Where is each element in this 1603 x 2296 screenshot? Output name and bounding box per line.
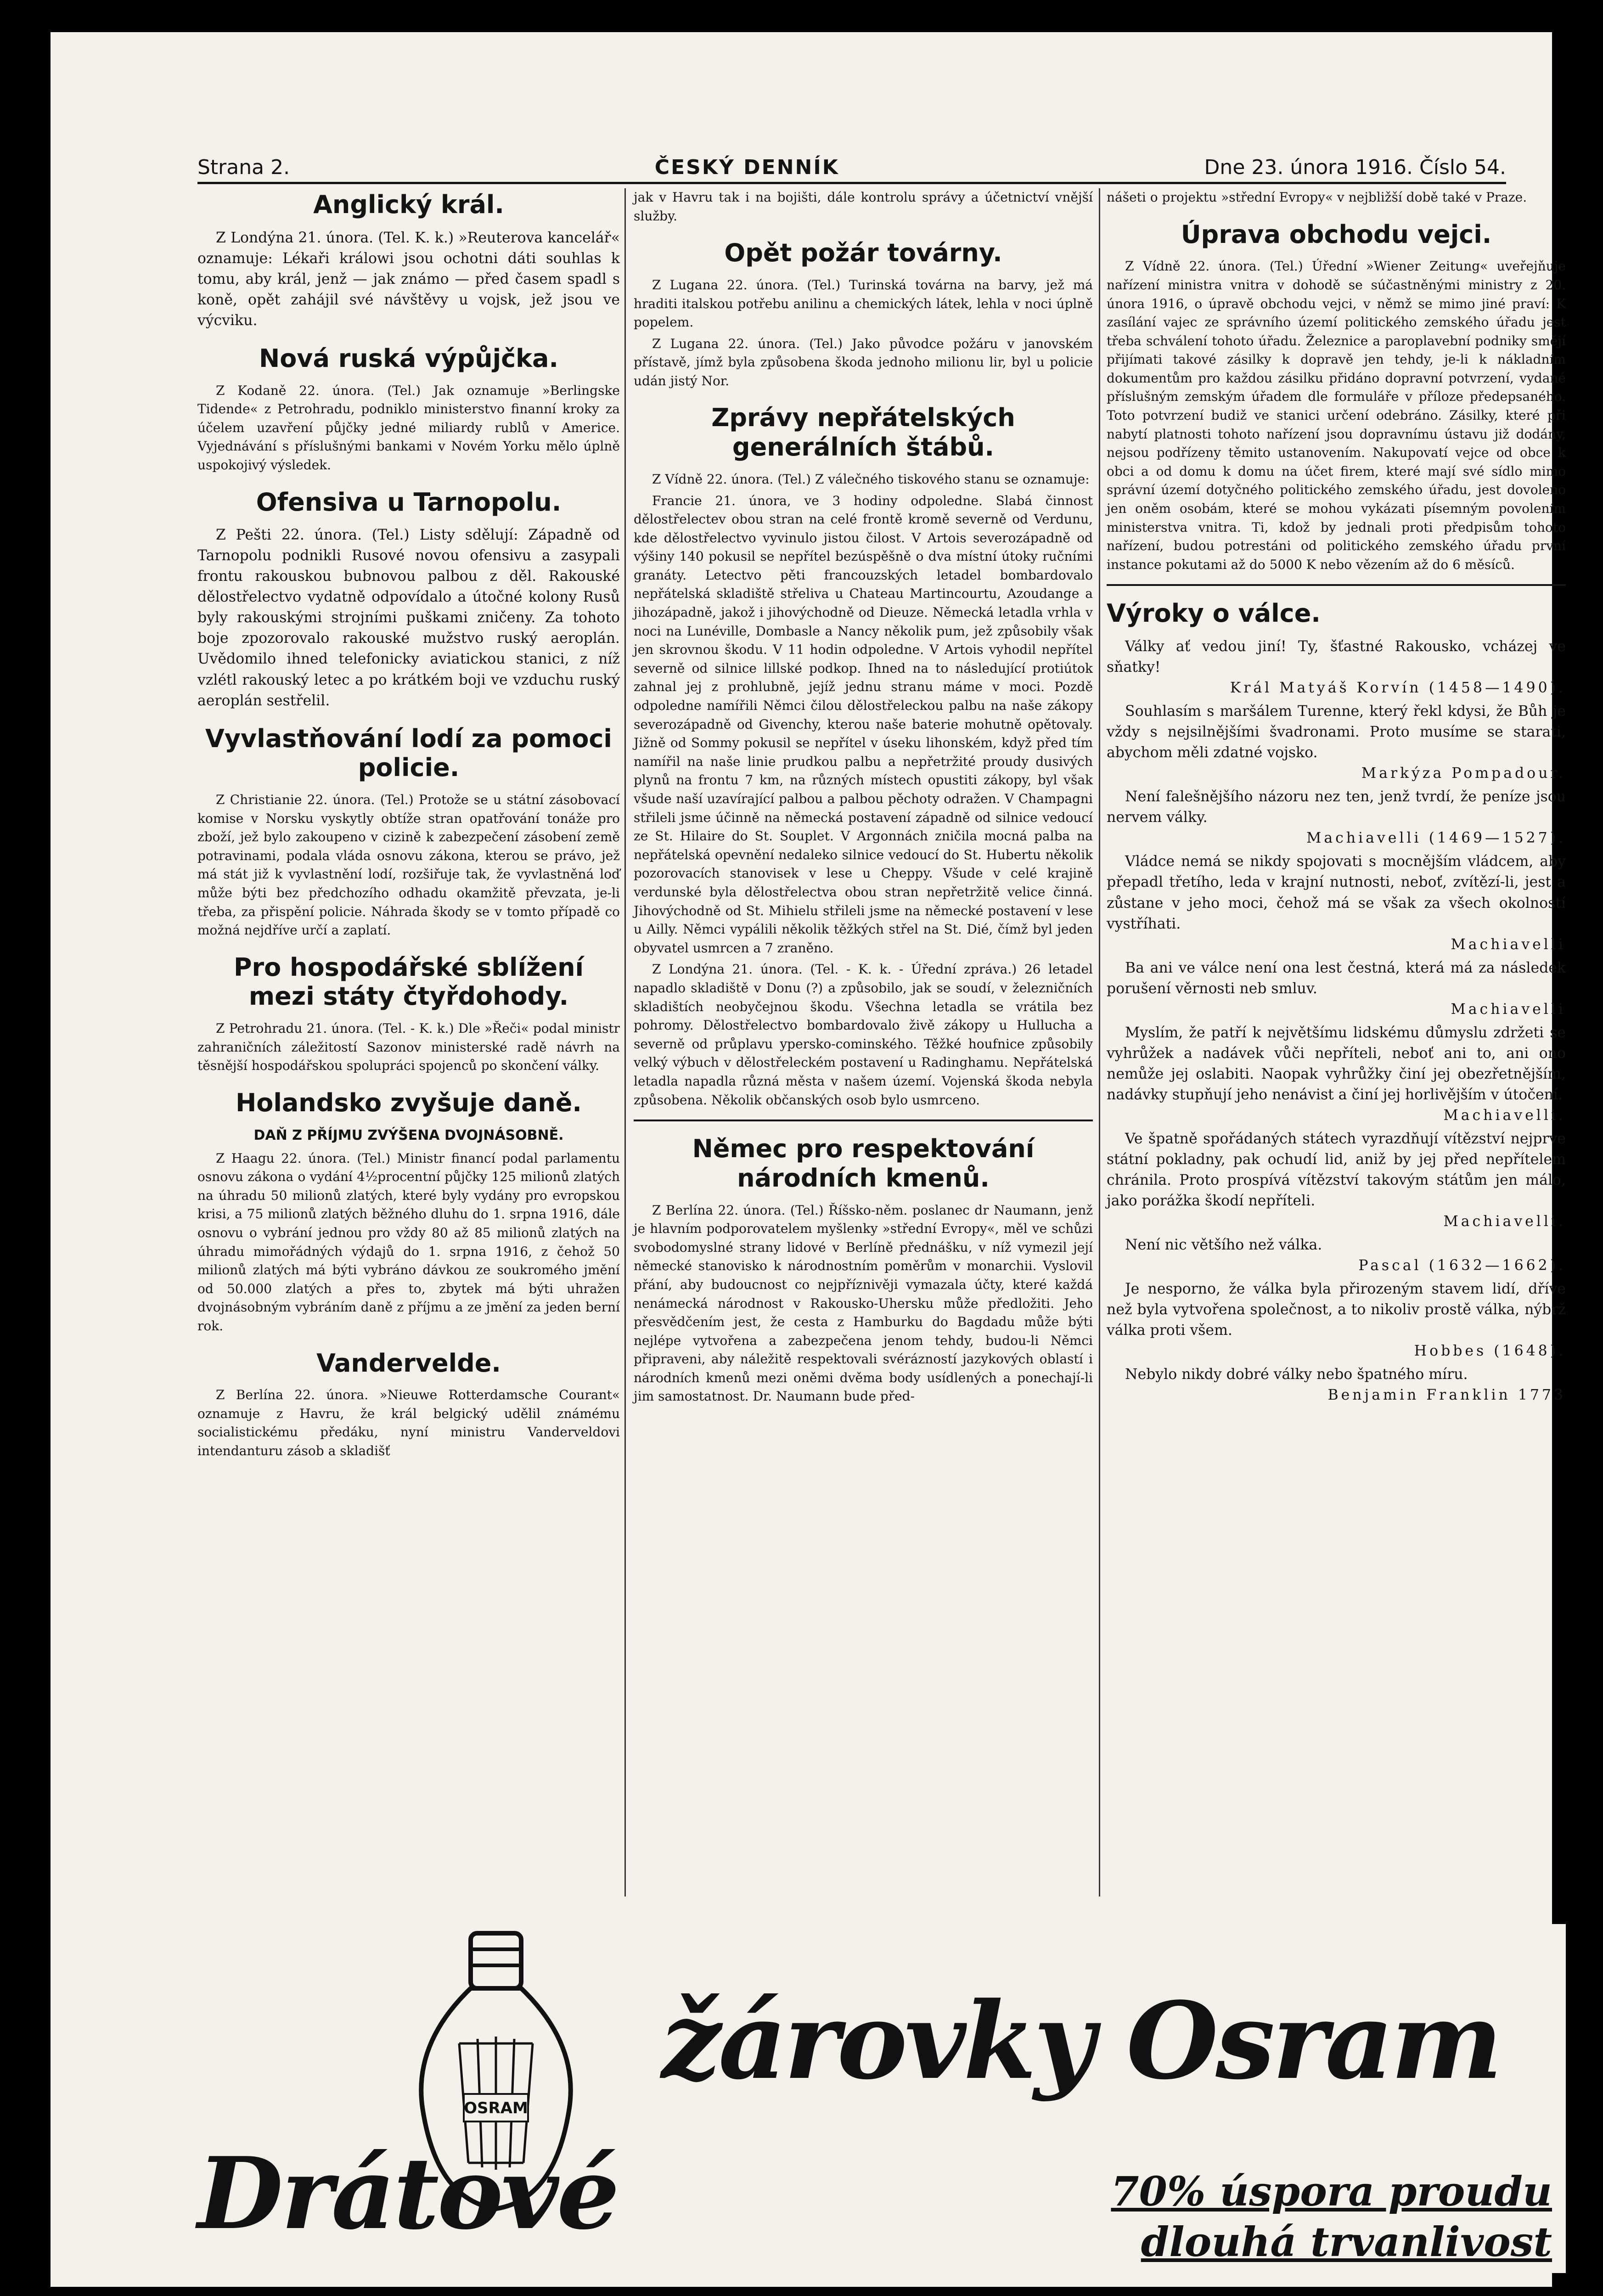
quote-author: Machiavelli.: [1443, 1107, 1566, 1124]
ad-headline-2: žárovky Osram: [661, 1979, 1500, 2103]
quote-author: Machiavelli.: [1443, 1213, 1566, 1230]
article-text: jak v Havru tak i na bojišti, dále kontrolu správy a účetnictví vnější služby.: [634, 190, 1093, 224]
quote-text: Souhlasím s maršálem Turenne, který řekl kdysi, že Bůh je vždy s nejsilnějšími švadronami. Proto musíme se starati, abychom měli zdatné vojsko.: [1107, 703, 1566, 761]
newspaper-title: ČESKÝ DENNÍK: [654, 156, 839, 179]
article-text: Z Berlína 22. února. (Tel.) Říšsko-něm. poslanec dr Naumann, jenž je hlavním podporovatelem myšlenky »střední Evropy«, měl ve schůzi svobodomyslné strany lidové v Berlíně přednášku, v níž vymezil její německé stanovisko k národnostním poměrům v monarchii. Vyslovil přání, aby budoucnost co nejpříznivěji vymazala účty, které každá nenámecká národnost v Rakousko-Uhersku může předložiti. Jeho přesvědčením jest, že cesta z Hamburku do Bagdadu může býti nejlépe vytvořena a zabezpečena jenom tehdy, budou-li Němci připraveni, aby náležitě respektovali svérázností jazykových oblastí i národních kmenů mezi oněmi dvěma body usídlených a ponechají-li jim samostatnost. Dr. Naumann bude před-: [634, 1202, 1093, 1404]
article-title: Ofensiva u Tarnopolu.: [256, 487, 562, 517]
article-title: Výroky o válce.: [1107, 599, 1321, 628]
ad-headline-1: Drátové: [197, 2135, 618, 2251]
osram-advertisement: [197, 1924, 1566, 2273]
column-3: [1107, 188, 1566, 1906]
newspaper-page: [51, 32, 1566, 2287]
quote-author: Král Matyáš Korvín (1458—1490).: [1230, 680, 1566, 697]
article-title: Pro hospodářské sblížení mezi státy čtyřdohody.: [233, 952, 584, 1011]
article-subtitle: DAŇ Z PŘÍJMU ZVÝŠENA DVOJNÁSOBNĚ.: [253, 1127, 564, 1143]
column-1: [197, 188, 620, 1906]
quote-author: Machiavelli: [1451, 936, 1566, 953]
page-number: Strana 2.: [197, 156, 290, 179]
article-title: Nová ruská výpůjčka.: [259, 343, 558, 373]
article-text: Z Haagu 22. února. (Tel.) Ministr financí podal parlamentu osnovu zákona o vydání 4½procentní půjčky 125 milionů zlatých na úhradu 50 milionů zlatých, které byly vydány pro evropskou krisi, a 75 milionů zlatých běžného dluhu do 1. srpna 1916, dále osnovu o vybrání jednou pro vždy 80 až 85 milionů zlatých na úhradu mimořádných výdajů do 1. srpna 1916, z čehož 50 milionů zlatých má býti vybráno dávkou ze soukromého jmění od 50.000 zlatých a přes to, zbytek má býti uhražen dvojnásobným vybráním daně z příjmu a ze jmění za jeden berní rok.: [197, 1150, 620, 1334]
article-title: Němec pro respektování národních kmenů.: [692, 1134, 1035, 1193]
ad-slogan: dlouhá trvanlivost: [1141, 2218, 1552, 2266]
section-separator: [634, 1120, 1093, 1121]
quote-text: Není falešnějšího názoru nez ten, jenž tvrdí, že peníze jsou nervem války.: [1107, 788, 1566, 826]
article-text: nášeti o projektu »střední Evropy« v nejbližší době také v Praze.: [1107, 190, 1527, 205]
article-title: Vandervelde.: [316, 1348, 501, 1378]
quotes-list: [1107, 636, 1566, 1406]
quote-text: Nebylo nikdy dobré války nebo špatného míru.: [1125, 1366, 1468, 1383]
article-text: Z Vídně 22. února. (Tel.) Z válečného tiskového stanu se oznamuje:: [652, 471, 1090, 487]
article-text: Z Christianie 22. února. (Tel.) Protože se u státní zásobovací komise v Norsku vyskytly obtíže stran opatřování tonáže pro zboží, jež bylo zakoupeno v cizině k zabezpečení zásobení země potravinami, podala vláda osnovu zákona, kterou se právo, jež má stát již k vyvlastnění lodí, rozšiřuje tak, že vyvlastněná loď může býti bez předchozího odhadu okamžitě převzata, je-li třeba, za přispění policie. Náhrada škody se v tomto případě co možná nejdříve určí a zaplatí.: [197, 792, 620, 938]
article-text: Francie 21. února, ve 3 hodiny odpoledne. Slabá činnost dělostřelectev obou stran na celé frontě kromě severně od Verdunu, kde dělostřelectvo vyvinulo jistou čilost. V Artois severozápadně od výšiny 140 pokusil se nepřítel bezúspěšně o dva místní útoky ručními granáty. Letectvo pěti francouzských letadel bombardovalo nepřátelská skladiště střeliva u Chateau Martincourtu, Azoudange a jihozápadně, jakož i jihovýchodně od Dieuze. Německá letadla vrhla v noci na Lunéville, Dombasle a Nancy několik pum, jež způsobily však jen skrovnou škodu. V 11 hodin odpoledne. V Artois vyhodil nepřítel severně od silnice lillské podkop. Ihned na to následující protiútok zahnal jej z prohlubně, jejíž jednu stranu máme v moci. Pozdě odpoledne namířili Němci čilou dělostřeleckou palbu na naše zákopy severozápadně od Givenchy, kterou naše baterie mohutně opětovaly. Jižně od Sommy pokusil se nepřítel v úseku lihonském, když před tím namířil na naše linie prudkou palbu a nepřetržité proudy dusivých plynů na frontu 7 km, na různých místech opustiti zákopy, byl však všude naší uzavírající palbou a palbou pěchoty odražen. V Champagni střileli jsme účinně na německá postavení západně od silnice vedoucí ze St. Hilaire do St. Souplet. V Argonnách zničila mocná palba na nepřátelská opevnění nedaleko silnice vedoucí do St. Hubertu několik pozorovacích stanovisek v lese u Cheppy. Všude v celé krajině verdunské byla dělostřelectva obou stran nepřetržitě velice činná. Jihovýchodně od St. Mihielu střileli jsme na německé postavení v lese u Ailly. Němci vypálili několik těžkých střel na St. Dié, čímž byl jeden obyvatel usmrcen a 7 zraněno.: [634, 493, 1093, 956]
quote-author: Pascal (1632—1662).: [1358, 1257, 1566, 1274]
quote-text: Ve špatně spořádaných státech vyrazdňují vítězství nejprve státní pokladny, pak ochudí lid, aniž by jej před nepřítelem chránila. Proto prospívá vítězství takovým státům jen málo, jako porážka škodí nepříteli.: [1107, 1130, 1566, 1209]
column-2: [634, 188, 1093, 1906]
column-divider: [1099, 188, 1100, 1896]
article-title: Vyvlastňování lodí za pomoci policie.: [205, 724, 612, 782]
article-title: Úprava obchodu vejci.: [1181, 219, 1492, 249]
quote-author: Markýza Pompadour.: [1361, 765, 1566, 782]
quote-text: Vládce nemá se nikdy spojovati s mocnějším vládcem, aby přepadl třetího, leda v krajní nutnosti, neboť, zvítězí-li, jest a zůstane v jeho moci, čehož má se však za všech okolností vystříhati.: [1107, 853, 1566, 932]
bulb-label: OSRAM: [464, 2099, 528, 2117]
article-text: Z Kodaně 22. února. (Tel.) Jak oznamuje »Berlingske Tidende« z Petrohradu, podniklo ministerstvo finanní kroky za účelem uzavření půjčky jedné miliardy rublů v Americe. Vyjednávání s příslušnými bankami v Novém Yorku mělo úplně uspokojivý výsledek.: [197, 383, 620, 473]
article-text: Z Petrohradu 21. února. (Tel. - K. k.) Dle »Řeči« podal ministr zahraničních záležitostí Sazonov ministerské radě návrh na těsnější hospodářskou spolupráci spojenců po skončení války.: [197, 1021, 620, 1074]
quote-author: Machiavelli: [1451, 1001, 1566, 1018]
article-text: Z Vídně 22. února. (Tel.) Úřední »Wiener Zeitung« uveřejňuje nařízení ministra vnitra v dohodě se súčastněnými ministry z 20. února 1916, o úpravě obchodu vejci, v němž se mimo jiné praví: K zasílání vajec ze správního území politického zemského úřadu jest třeba schválení tohoto úřadu. Železnice a paroplavební podniky smějí přijímati takové zásilky k dopravě jen tehdy, je-li k nákladním dokumentům pro každou zásilku přidáno dopravní potvrzení, vydané příslušným zemským úřadem dle formuláře v příloze předepsaného. Toto potvrzení budiž ve stanici určení odebráno. Zásilky, které při nabytí platnosti tohoto nařízení jsou dopravnímu ústavu již dodány, nejsou podřízeny těmito ustanovením. Nakupovatí vejce od obce k obci a od domu k domu na účet firem, které mají své sídlo mimo správní území dotyčného politického zemského úřadu, jest dovoleno jen oněm osobám, které se mohou vykázati písemným povolením ministerstva vnitra. Ti, kdož by jednali proti předpisům tohoto nařízení, budou potrestáni od politického zemského úřadu první instance pokutami až do 5000 K nebo vězením až do 6 měsíců.: [1107, 259, 1566, 572]
quote-author: Benjamin Franklin 1773: [1327, 1387, 1566, 1404]
quote-text: Není nic většího než válka.: [1125, 1237, 1322, 1253]
article-text: Z Berlína 22. února. »Nieuwe Rotterdamsche Courant« oznamuje z Havru, že král belgický udělil známému socialistickému předáku, nyní ministru Vanderveldovi intendanturu zásob a skladišť: [197, 1387, 620, 1459]
column-divider: [624, 188, 626, 1896]
article-title: Opět požár továrny.: [724, 238, 1002, 268]
article-title: Zprávy nepřátelských generálních štábů.: [711, 403, 1015, 462]
date-issue: Dne 23. února 1916. Číslo 54.: [1204, 156, 1506, 179]
article-text: Z Pešti 22. února. (Tel.) Listy sdělují: Západně od Tarnopolu podnikli Rusové novou ofensivu a zasypali frontu rakouskou bubnovou palbou z děl. Rakouské dělostřelectvo vydatně odpovídalo a útočné kolony Rusů byly rakouskými strojními puškami zničeny. Za tohoto boje zpozorovalo rakouské mužstvo ruský aeroplán. Uvědomilo ihned telefonicky aviatickou stanici, z níž vzlétl rakouský letec a po krátkém boji ve vzduchu ruský aeroplán sestřelil.: [197, 527, 620, 709]
article-text: Z Londýna 21. února. (Tel. - K. k. - Úřední zpráva.) 26 letadel napadlo skladiště v Donu (?) a způsobilo, jak se soudí, v železničních skladištích neobyčejnou škodu. Všechna letadla se vrátila bez pohromy. Dělostřelectvo bombardovalo živě zákopy u Hullucha a severně od průplavu ypersko-cominského. Těžké houfnice způsobily velký výbuch v dělostřeleckém postavení u Radinghamu. Nepřátelská letadla napadla různá města v našem území. Vojenská škoda nebyla způsobena. Několik občanských osob bylo usmrceno.: [634, 962, 1093, 1108]
quote-text: Myslím, že patří k největšímu lidskému důmyslu zdržeti se vyhrůžek a nadávek vůči nepříteli, neboť ani to, ani ono nemůže jej oslabiti. Naopak vyhrůžky činí jej obezřetnějším, nadávky stupňují jeho nenávist a činí jej horlivějším v útočení.: [1107, 1024, 1566, 1103]
article-text: Z Lugana 22. února. (Tel.) Turinská továrna na barvy, jež má hraditi italskou potřebu anilinu a chemických látek, lehla v noci úplně popelem.: [634, 277, 1093, 330]
article-title: Anglický král.: [313, 190, 504, 219]
quote-text: Je nesporno, že válka byla přirozeným stavem lidí, dříve než byla vytvořena společnost, a to nikoliv prostě válka, nýbrž válka proti všem.: [1107, 1281, 1566, 1339]
quote-author: Machiavelli (1469—1527).: [1306, 830, 1566, 847]
ad-slogan: 70% úspora proudu: [1111, 2167, 1552, 2215]
quote-text: Ba ani ve válce není ona lest čestná, která má za následek porušení věrnosti neb smluv.: [1107, 959, 1566, 997]
quote-author: Hobbes (1648).: [1414, 1343, 1566, 1360]
article-text: Z Lugana 22. února. (Tel.) Jako původce požáru v janovském přístavě, jímž byla způsobena škoda jednoho milionu lir, byl u policie udán jistý Nor.: [634, 336, 1093, 388]
quote-text: Války ať vedou jiní! Ty, šťastné Rakousko, vcházej ve sňatky!: [1107, 638, 1566, 676]
page-header: [197, 147, 1506, 184]
article-title: Holandsko zvyšuje daně.: [236, 1088, 582, 1117]
section-separator: [1107, 584, 1566, 586]
article-text: Z Londýna 21. února. (Tel. K. k.) »Reuterova kancelář« oznamuje: Lékaři králowi jsou ochotni dáti souhlas k tomu, aby král, jenž — jak známo — před časem spadl s koně, opět zahájil své návštěvy u vojsk, jež jsou ve výcviku.: [197, 229, 620, 329]
